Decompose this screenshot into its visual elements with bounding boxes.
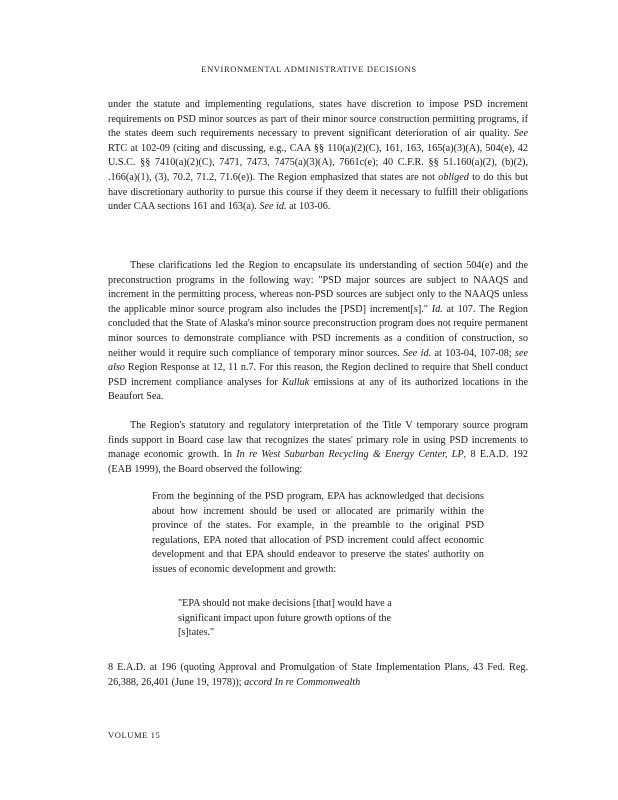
block-quote: From the beginning of the PSD program, EPA has acknowledged that decisions about how increment should be used or allocated are primarily within the province of the states. For example, in the preamble to the original PSD regulations, EPA noted that allocation of PSD increment could affect economic development and that EPA should endeavor to preserve the states' authority on issues of economic development and growth: [152, 491, 484, 575]
paragraph-3: The Region's statutory and regulatory interpretation of the Title V temporary source program finds support in Board case law that recognizes the states' primary role in using PSD increments to manage economic growth. In In re West Suburban Recycling & Energy Center, LP, 8 E.A.D. 192 (EAB 1999), the Board observed the following: [108, 420, 528, 475]
paragraph-2: These clarifications led the Region to encapsulate its understanding of section 504(e) and the preconstruction programs in the following way: "PSD major sources are subject to NAAQS and increment in the permitting process, whereas non-PSD sources are subject only to the NAAQS unless the applicable minor source program also includes the [PSD] increment[s]." Id. at 107. The Region concluded that the State of Alaska's minor source preconstruction program does not require permanent minor sources to demonstrate compliance with PSD increments as a condition of construction, so neither would it require such compliance of temporary minor sources. See id. at 103-04, 107-08; see also Region Response at 12, 11 n.7. For this reason, the Region declined to require that Shell conduct PSD increment compliance analyses for Kulluk emissions at any of its authorized locations in the Beaufort Sea. [108, 260, 529, 403]
paragraph-1: under the statute and implementing regulations, states have discretion to impose PSD increment requirements on PSD minor sources as part of their minor source construction permitting programs, if the states deem such requirements necessary to prevent significant deterioration of air quality. See RTC at 102-09 (citing and discussing, e.g., CAA §§ 110(a)(2)(C), 161, 163, 165(a)(3)(A), 504(e), 42 U.S.C. §§ 7410(a)(2)(C), 7471, 7473, 7475(a)(3)(A), 7661c(e); 40 C.F.R. §§ 51.160(a)(2), (b)(2), .166(a)(1), (3), 70.2, 71.2, 71.6(e)). The Region emphasized that states are not obliged to do this but have discretionary authority to pursue this course if they deem it necessary to fulfill their obligations under CAA sections 161 and 163(a). See id. at 103-06. [108, 99, 529, 213]
running-header: ENVIRONMENTAL ADMINISTRATIVE DECISIONS [201, 64, 417, 74]
citation-paragraph: 8 E.A.D. at 196 (quoting Approval and Promulgation of State Implementation Plans, 43 Fed. Reg. 26,388, 26,401 (June 19, 1978)); accord In re Commonwealth [108, 662, 528, 688]
nested-quote: "EPA should not make decisions [that] would have a significant impact upon future growth options of the [s]tates." [178, 598, 392, 639]
volume-footer: VOLUME 15 [108, 730, 161, 740]
